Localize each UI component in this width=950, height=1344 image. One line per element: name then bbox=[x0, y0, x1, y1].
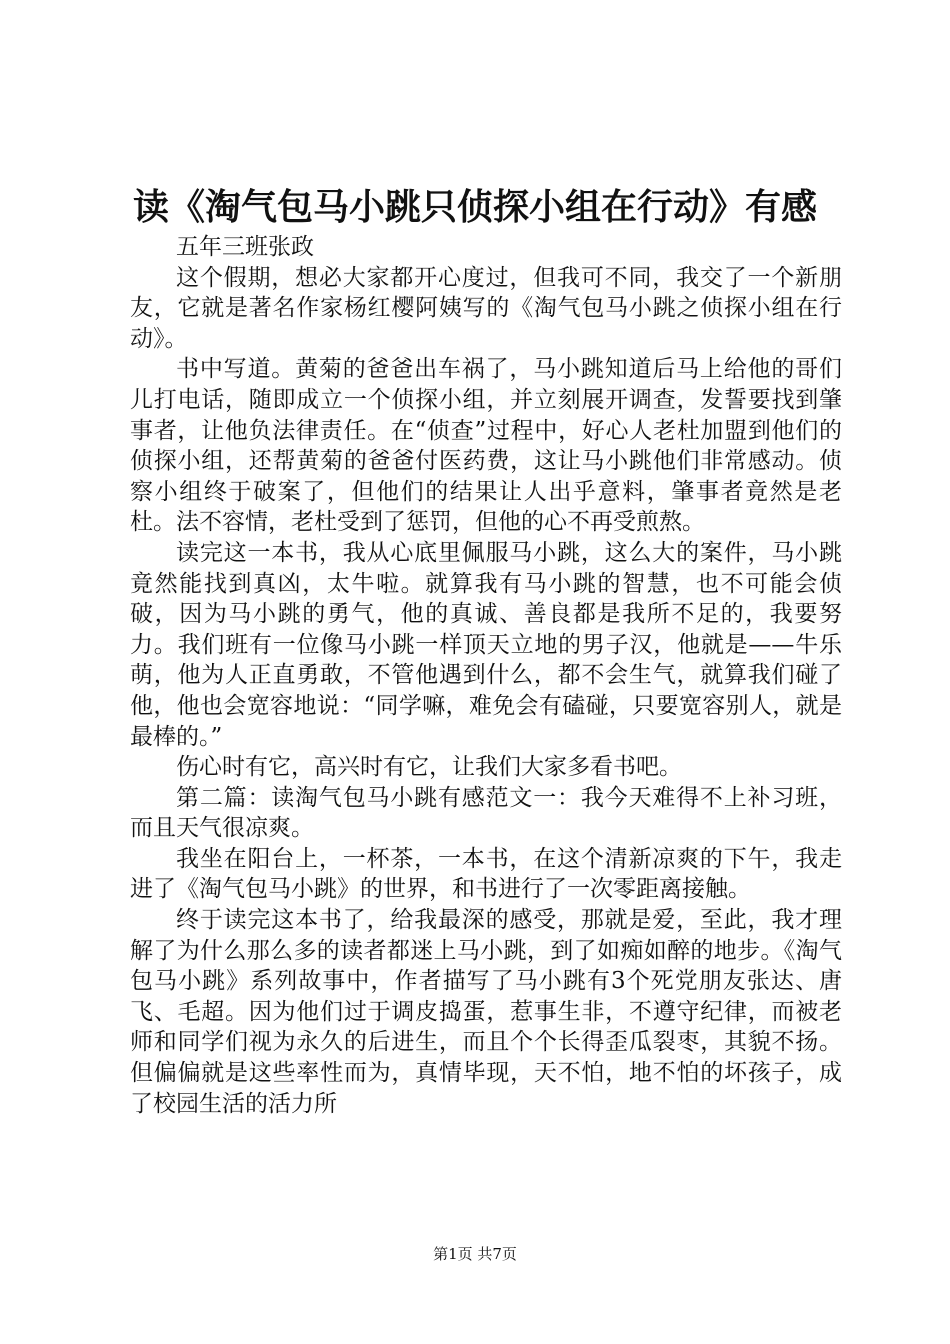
document-body bbox=[130, 232, 842, 1119]
paragraph: 终于读完这本书了，给我最深的感受，那就是爱，至此，我才理解了为什么那么多的读者都迷上马小跳，到了如痴如醉的地步。《淘气包马小跳》系列故事中，作者描写了马小跳有3个死党朋友张达、唐飞、毛超。因为他们过于调皮捣蛋，惹事生非，不遵守纪律，而被老师和同学们视为永久的后进生，而且个个长得歪瓜裂枣，其貌不扬。但偏偏就是这些率性而为，真情毕现，天不怕，地不怕的坏孩子，成了校园生活的活力所 bbox=[130, 907, 842, 1117]
paragraph: 书中写道。黄菊的爸爸出车祸了，马小跳知道后马上给他的哥们儿打电话，随即成立一个侦探小组，并立刻展开调查，发誓要找到肇事者，让他负法律责任。在“侦查”过程中，好心人老杜加盟到他们的侦探小组，还帮黄菊的爸爸付医药费，这让马小跳他们非常感动。侦察小组终于破案了，但他们的结果让人出乎意料，肇事者竟然是老杜。法不容情，老杜受到了惩罚，但他的心不再受煎熬。 bbox=[130, 356, 842, 536]
page-title: 读《淘气包马小跳只侦探小组在行动》有感 bbox=[132, 186, 817, 228]
paragraph: 我坐在阳台上，一杯茶，一本书，在这个清新凉爽的下午，我走进了《淘气包马小跳》的世界，和书进行了一次零距离接触。 bbox=[130, 845, 842, 903]
section-heading-paragraph: 第二篇：读淘气包马小跳有感范文一：我今天难得不上补习班，而且天气很凉爽。 bbox=[130, 784, 842, 842]
paragraph: 读完这一本书，我从心底里佩服马小跳，这么大的案件，马小跳竟然能找到真凶，太牛啦。就算我有马小跳的智慧，也不可能会侦破，因为马小跳的勇气，他的真诚、善良都是我所不足的，我要努力。我们班有一位像马小跳一样顶天立地的男子汉，他就是——牛乐萌，他为人正直勇敢，不管他遇到什么，都不会生气，就算我们碰了他，他也会宽容地说：“同学嘛，难免会有磕碰，只要宽容别人，就是最棒的。” bbox=[130, 539, 842, 750]
page-number: 第1页 共7页 bbox=[433, 1245, 517, 1263]
paragraph: 这个假期，想必大家都开心度过，但我可不同，我交了一个新朋友，它就是著名作家杨红樱阿姨写的《淘气包马小跳之侦探小组在行动》。 bbox=[130, 264, 842, 352]
author-line: 五年三班张政 bbox=[176, 234, 314, 260]
paragraph: 伤心时有它，高兴时有它，让我们大家多看书吧。 bbox=[176, 754, 682, 781]
